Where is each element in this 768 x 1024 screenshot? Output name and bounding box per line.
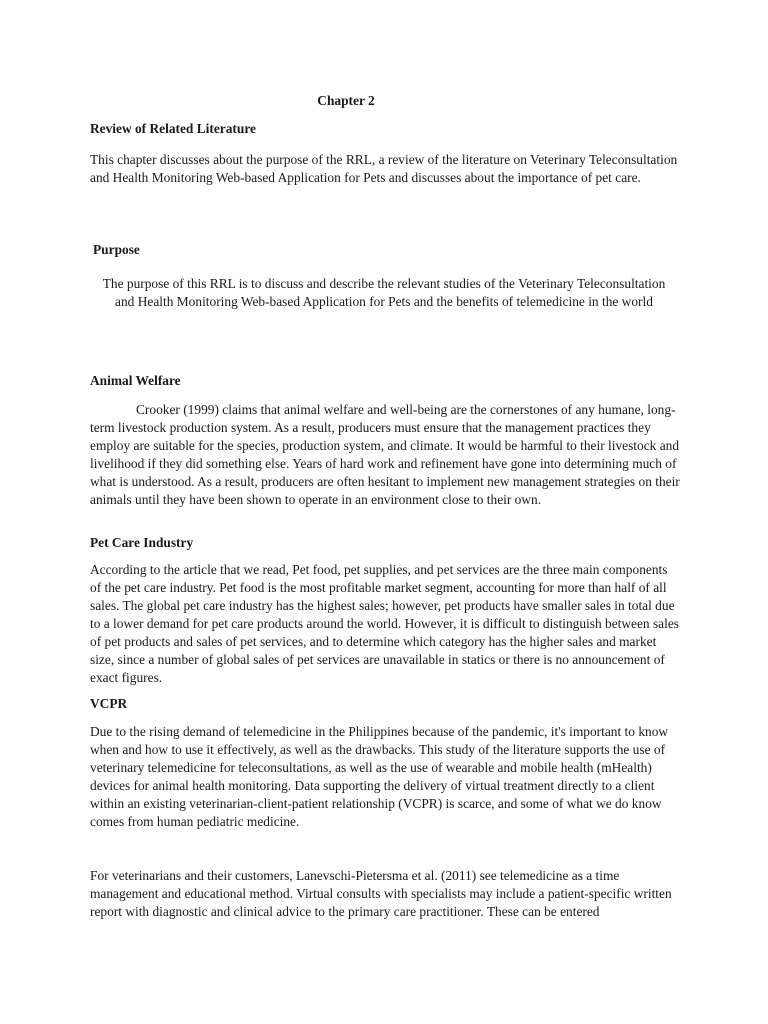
animal-welfare-text: Crooker (1999) claims that animal welfare and well-being are the cornerstones of any humane, long-term livestock production system. As a result, producers must ensure that the management practices they employ are suitable for the species, production system, and climate. It would be harmful to their livestock and livelihood if they did something else. Years of hard work and refinement have gone into determining much of what is understood. As a result, producers are often hesitant to implement new management strategies on their animals until they have been shown to operate in an environment close to their own. [90, 402, 680, 507]
intro-paragraph: This chapter discusses about the purpose of the RRL, a review of the literature on Veterinary Teleconsultation and Health Monitoring Web-based Application for Pets and discusses about the importance of pet care. [90, 152, 678, 185]
vcpr-heading: VCPR [90, 696, 128, 711]
pet-care-industry-text: According to the article that we read, Pet food, pet supplies, and pet services are the three main components of the pet care industry. Pet food is the most profitable market segment, accounting for more than half of all sales. The global pet care industry has the highest sales; however, pet products have smaller sales in total due to a lower demand for pet care products around the world. However, it is difficult to distinguish between sales of pet products and sales of pet services, and to determine which category has the higher sales and market size, since a number of global sales of pet services are unavailable in statics or there is no announcement of exact figures. [90, 562, 679, 685]
pet-care-industry-heading: Pet Care Industry [90, 535, 194, 550]
chapter-title: Chapter 2 [317, 93, 375, 108]
purpose-text: The purpose of this RRL is to discuss and describe the relevant studies of the Veterinary Teleconsultation and Health Monitoring Web-based Application for Pets and the benefits of telemedicine in the world [102, 276, 666, 309]
purpose-heading: Purpose [93, 242, 140, 257]
section-title: Review of Related Literature [90, 121, 256, 136]
vcpr-text: Due to the rising demand of telemedicine in the Philippines because of the pandemic, it's important to know when and how to use it effectively, as well as the drawbacks. This study of the literature supports the use of veterinary telemedicine for teleconsultations, as well as the use of wearable and mobile health (mHealth) devices for animal health monitoring. Data supporting the delivery of virtual treatment directly to a client within an existing veterinarian-client-patient relationship (VCPR) is scarce, and some of what we do know comes from human pediatric medicine. [90, 724, 669, 829]
closing-paragraph: For veterinarians and their customers, Lanevschi-Pietersma et al. (2011) see telemedicine as a time management and educational method. Virtual consults with specialists may include a patient-specific written report with diagnostic and clinical advice to the primary care practitioner. These can be entered [90, 868, 672, 919]
animal-welfare-heading: Animal Welfare [90, 373, 181, 388]
